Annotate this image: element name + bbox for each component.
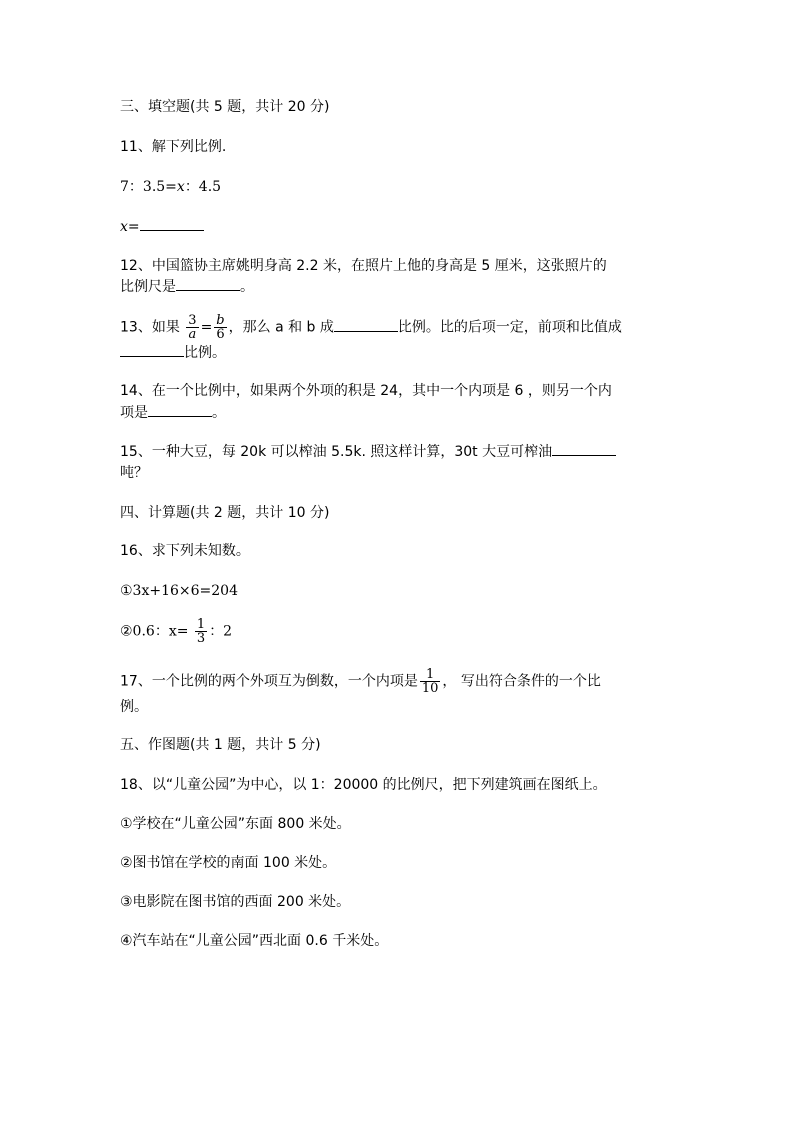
q13-after: 比例。比的后项一定，前项和比值成 [397,319,622,336]
q14-line1: 14、在一个比例中，如果两个外项的积是 24，其中一个内项是 6 ，则另一个内 [120,383,612,399]
q18-item-3: ③电影院在图书馆的西面 200 米处。 [120,894,351,910]
q12-line2-pre: 比例尺是 [120,279,176,295]
q17-frac-denominator: 10 [421,681,439,696]
q11-text: 11、解下列比例. [120,139,227,155]
q13-frac1-denominator: a [188,327,197,342]
q11-answer-eq: = [127,219,140,235]
q13-fraction-2 [214,314,226,341]
q11-equation [120,176,680,198]
q11-equation-b: ：4.5 [184,179,222,195]
q13-prefix: 13、如果 [120,319,180,336]
q13-line2-post: 比例。 [184,345,226,361]
q18-item-1: ①学校在“儿童公园”东面 800 米处。 [120,816,351,832]
q17-frac-numerator: 1 [420,668,441,682]
q15-line1-text: 15、一种大豆，每 20k 可以榨油 5.5k. 照这样计算，30t 大豆可榨油 [120,444,553,460]
q12-line2 [120,276,680,298]
q15-blank[interactable] [552,441,616,456]
q14-line2-post: 。 [212,405,226,421]
q14-blank[interactable] [148,402,212,417]
q16-text: 16、求下列未知数。 [120,543,250,559]
q13-frac1-numerator: 3 [188,313,197,328]
q16-item2-post: ：2 [209,623,233,640]
q13-frac2-denominator: 6 [216,327,225,342]
section3-heading: 三、填空题(共 5 题，共计 20 分) [120,99,330,115]
q13-blank-1[interactable] [334,317,398,332]
q12-line1: 12、中国篮协主席姚明身高 2.2 米，在照片上他的身高是 5 厘米，这张照片的 [120,258,607,274]
section5-heading: 五、作图题(共 1 题，共计 5 分) [120,737,321,753]
q11-answer-blank[interactable] [140,216,204,231]
q17-line1 [120,668,680,695]
q17-line1-pre: 17、一个比例的两个外项互为倒数，一个内项是 [120,673,418,690]
q11-equation-a: 7：3.5= [120,179,177,195]
q13-line1 [120,314,680,341]
q15-line2: 吨？ [120,465,148,481]
q13-mid: ，那么 a 和 b 成 [228,319,334,336]
q17-line2: 例。 [120,699,148,715]
q13-line2 [120,342,680,364]
q14-line2 [120,402,680,424]
q16-item2 [120,618,680,645]
q17-line1-post: ， 写出符合条件的一个比 [442,673,601,690]
q17-fraction [420,668,441,695]
q15-line1 [120,441,680,463]
q12-line2-post: 。 [240,279,254,295]
q16-frac-numerator: 1 [196,617,206,632]
q13-blank-2[interactable] [120,342,184,357]
q12-blank[interactable] [176,276,240,291]
q16-item1: ①3x+16×6=204 [120,583,238,599]
section4-heading: 四、计算题(共 2 题，共计 10 分) [120,505,330,521]
q11-answer-var: x [120,219,128,235]
q14-line2-pre: 项是 [120,405,148,421]
q18-item-2: ②图书馆在学校的南面 100 米处。 [120,855,337,871]
q16-item2-pre: ②0.6：x= [120,623,189,640]
q13-fraction-1 [186,314,198,341]
q16-frac-denominator: 3 [196,631,206,646]
q18-text: 18、以“儿童公园”为中心，以 1：20000 的比例尺，把下列建筑画在图纸上。 [120,777,607,793]
q11-equation-var: x [176,179,185,195]
q18-item-4: ④汽车站在“儿童公园”西北面 0.6 千米处。 [120,933,389,949]
q16-item2-fraction [195,618,207,645]
q11-answer [120,216,680,238]
q13-frac2-numerator: b [216,313,225,328]
q13-equals: = [200,319,213,336]
